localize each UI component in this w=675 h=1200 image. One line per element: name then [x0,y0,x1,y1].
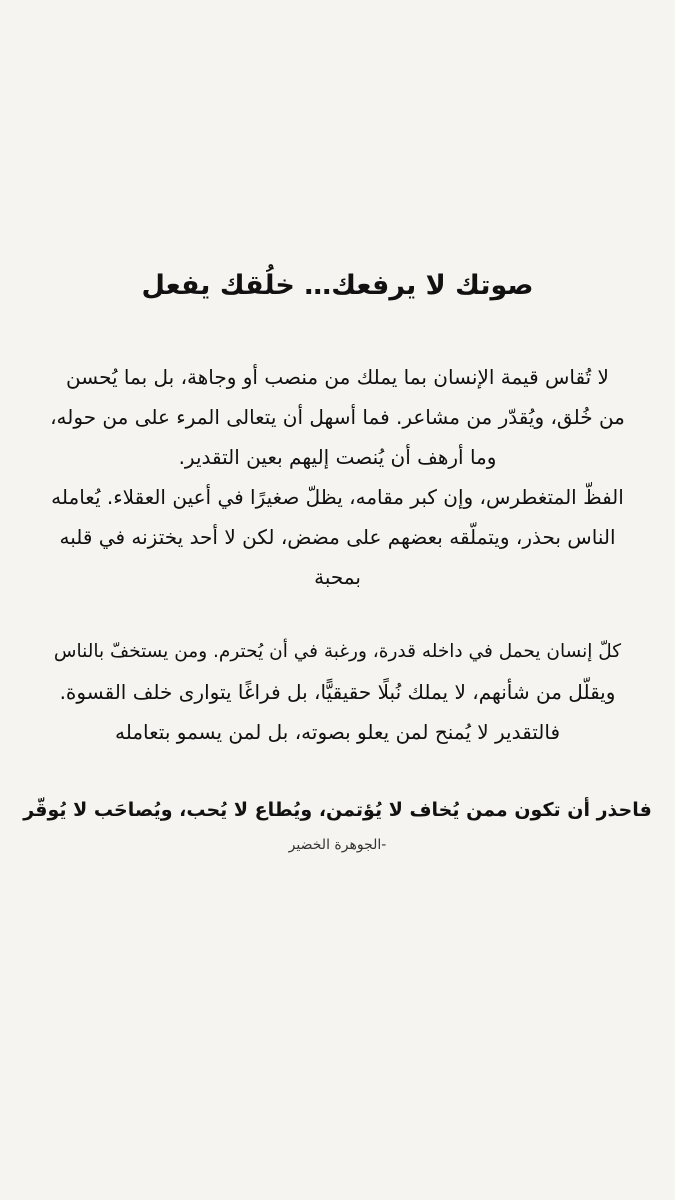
paragraph-line: وما أرهف أن يُنصت إليهم بعين التقدير. [178,445,497,469]
page-title: صوتك لا يرفعك… خلُقك يفعل [141,270,534,301]
paragraph-line: كلّ إنسان يحمل في داخله قدرة، ورغبة في أن يُحترم. ومن يستخفّ بالناس [53,641,622,662]
paragraph-line: الناس بحذر، ويتملّقه بعضهم على مضض، لكن لا أحد يختزنه في قلبه [59,525,616,549]
paragraph-line: لا تُقاس قيمة الإنسان بما يملك من منصب أو وجاهة، بل بما يُحسن [66,365,609,389]
paragraph-line: ويقلّل من شأنهم، لا يملك نُبلًا حقيقيًّا، بل فراغًا يتوارى خلف القسوة. [59,680,616,704]
closing-statement: فاحذر أن تكون ممن يُخاف لا يُؤتمن، ويُطاع لا يُحب، ويُصاحَب لا يُوقّر [23,799,652,821]
paragraph-1 [50,357,625,597]
paragraph-line: الفظّ المتغطرس، وإن كبر مقامه، يظلّ صغيرًا في أعين العقلاء. يُعامله [51,485,624,509]
paragraph-line: من خُلق، ويُقدّر من مشاعر. فما أسهل أن يتعالى المرء على من حوله، [50,405,625,429]
paragraph-line: فالتقدير لا يُمنح لمن يعلو بصوته، بل لمن يسمو بتعامله [114,720,561,744]
author-signature: -الجوهرة الخضير [288,837,387,853]
paragraph-2 [50,632,625,752]
paragraph-line: بمحبة [314,565,361,589]
